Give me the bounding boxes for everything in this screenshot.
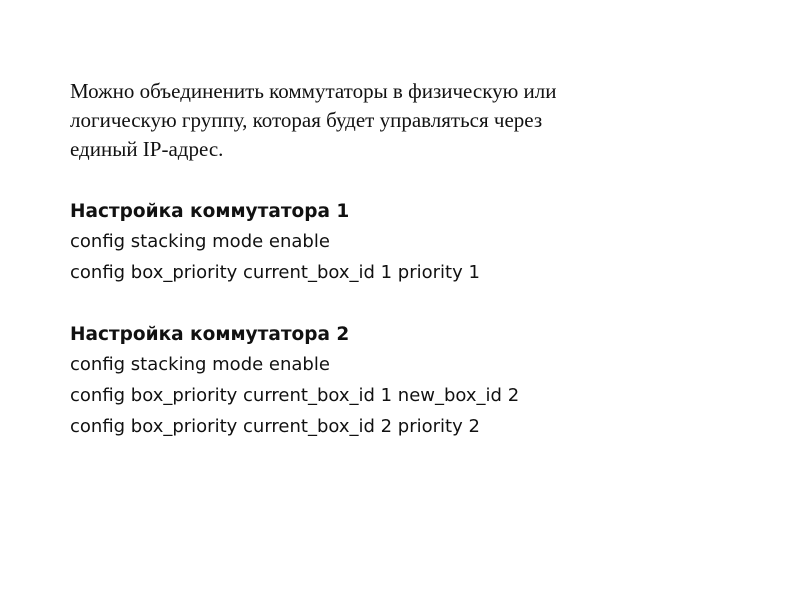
slide-content xyxy=(70,77,770,442)
switch-1-section xyxy=(70,198,770,288)
intro-line: Можно объединенить коммутаторы в физическую или xyxy=(70,79,557,103)
section-heading: Настройка коммутатора 1 xyxy=(70,201,350,222)
command-line: config box_priority current_box_id 2 priority 2 xyxy=(70,416,480,437)
command-line: config stacking mode enable xyxy=(70,231,330,252)
command-line: config stacking mode enable xyxy=(70,354,330,375)
section-heading: Настройка коммутатора 2 xyxy=(70,324,350,345)
command-line: config box_priority current_box_id 1 priority 1 xyxy=(70,262,480,283)
intro-line: единый IP-адрес. xyxy=(70,137,224,161)
intro-paragraph xyxy=(70,77,770,164)
switch-2-section xyxy=(70,321,770,442)
intro-line: логическую группу, которая будет управляться через xyxy=(70,108,543,132)
command-line: config box_priority current_box_id 1 new_box_id 2 xyxy=(70,385,520,406)
